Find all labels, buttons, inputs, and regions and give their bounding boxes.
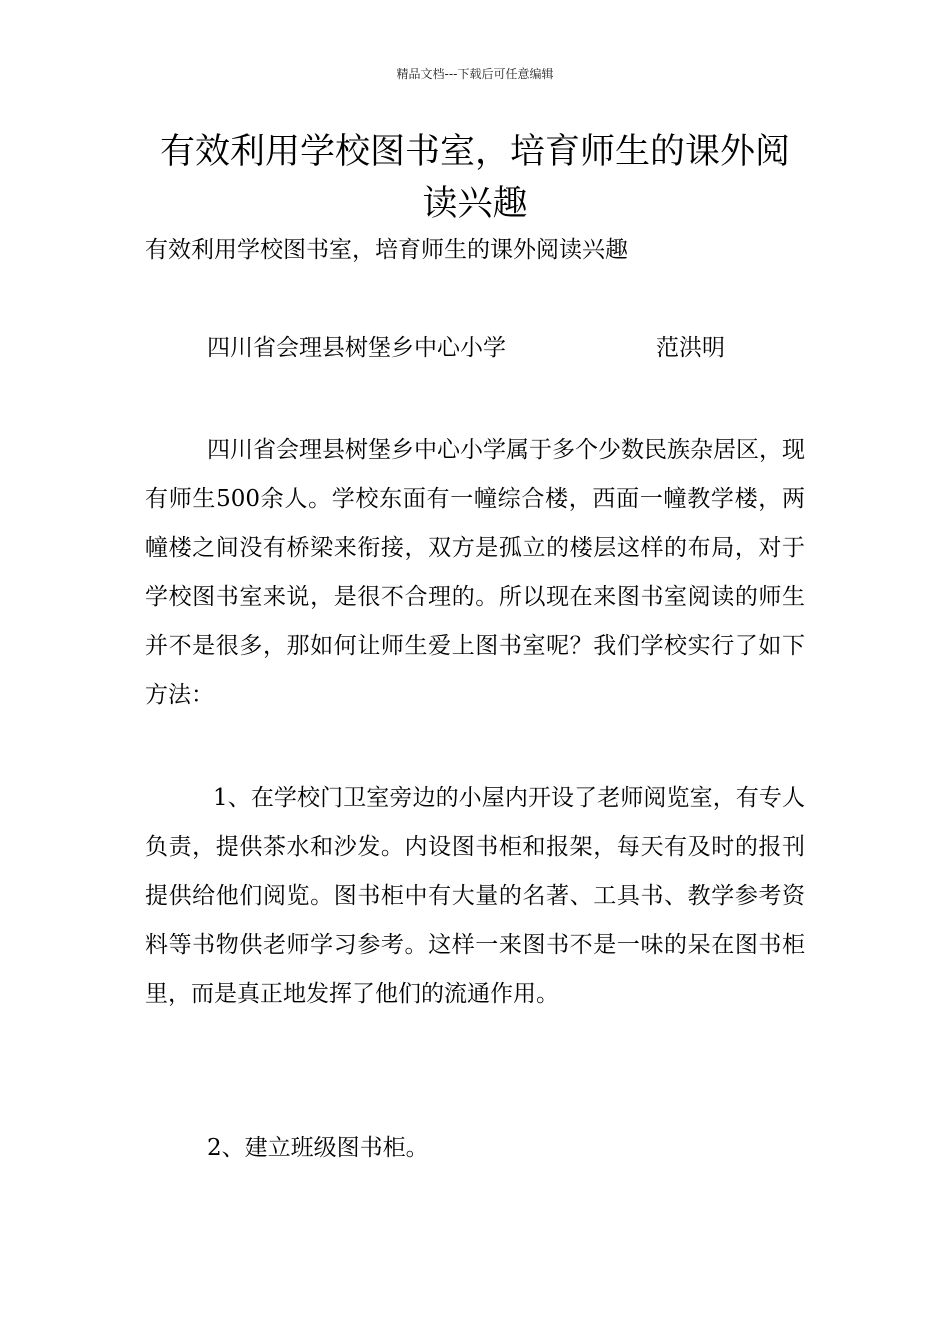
document-title: 有效利用学校图书室，培育师生的课外阅读兴趣 xyxy=(159,132,790,224)
header-note: 精品文档---下载后可任意编辑 xyxy=(396,67,554,81)
document-subtitle: 有效利用学校图书室，培育师生的课外阅读兴趣 xyxy=(145,237,628,263)
paragraph-class-bookcase: 2、建立班级图书柜。 xyxy=(207,1135,429,1161)
paragraph-intro: 四川省会理县树堡乡中心小学属于多个少数民族杂居区，现有师生500余人。学校东面有一幢综合楼，西面一幢教学楼，两幢楼之间没有桥梁来衔接，双方是孤立的楼层这样的布局，对于学校图书室来说，是很不合理的。所以现在来图书室阅读的师生并不是很多，那如何让师生爱上图书室呢？我们学校实行了如下方法： xyxy=(145,437,805,708)
paragraph-teacher-reading-room: 1、在学校门卫室旁边的小屋内开设了老师阅览室，有专人负责，提供茶水和沙发。内设图书柜和报架，每天有及时的报刊提供给他们阅览。图书柜中有大量的名著、工具书、教学参考资料等书物供老师学习参考。这样一来图书不是一味的呆在图书柜里，而是真正地发挥了他们的流通作用。 xyxy=(145,785,805,1007)
byline-author: 范洪明 xyxy=(656,335,725,361)
byline-school: 四川省会理县树堡乡中心小学 xyxy=(207,335,506,361)
